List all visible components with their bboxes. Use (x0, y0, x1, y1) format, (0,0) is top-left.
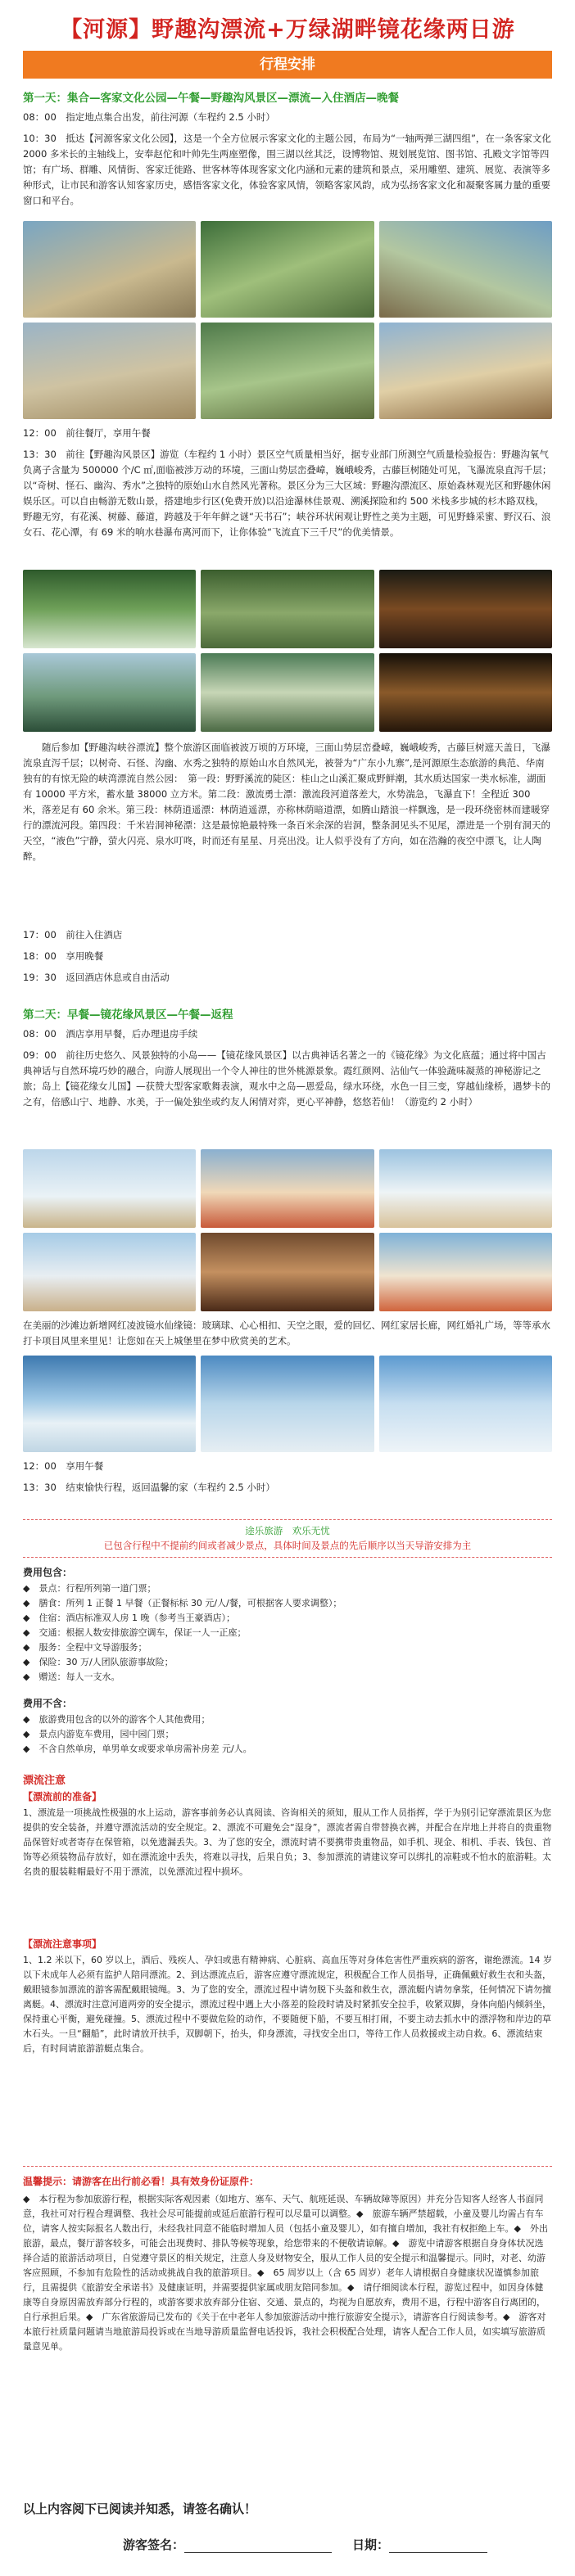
day1-rafting: 随后参加【野趣沟峡谷漂流】整个旅游区面临被波万顷的万环境，三面山势层峦叠嶂，巍峨峻秀，古藤巨树遮天盖日，飞瀑流泉直泻千层；以树奇、石怪、沟幽、水秀之独特的原始山水自然风光，被誉为“广东小九寨”,是河源原生态旅游的典范、华南独有的有惊无险的峡湾漂流自然公园： 第一段：野野溪流的陡区：桂山之山溪汇聚成野鲜潮，其水质达国家一类水标准，湖面有 10000 平方米，蓄水量 38000 立方米。第二段：激流勇士漂：激流段河道落差大，水势湍急，飞瀑直下！全程近 300 米，落差足有 60 余米。第三段：林荫逍遥漂：林荫逍遥漂，亦称林荫暗道漂，如腾山踏浪一样飘逸，是一段环绕密林而建暖穿行的漂流河段。第四段：千米岩洞神秘漂：这是最惊艳最特殊一条百米余深的岩洞，整条洞见头不见尾，漂进是一个别有洞天的天空，“液色”宁静，萤火闪亮、泉水叮咚，时而还有星星、月亮出没。让人似乎没有了方向，如在浩瀚的夜空中漂飞，让人陶醉。 (23, 742, 550, 862)
culture-park-photo-6 (379, 323, 552, 419)
fees-excl-item: ◆ 不含自然单房，单男单女或要求单房需补房差 元/人。 (23, 1744, 252, 1754)
signature-label: 游客签名： (123, 2538, 185, 2552)
heart-swing-photo (379, 1233, 552, 1311)
rafting-photo-1 (201, 653, 374, 732)
fees-item: ◆ 服务：全程中文导游服务； (23, 1642, 147, 1653)
divider-1 (23, 1519, 552, 1520)
day1-1800: 18：00 享用晚餐 (23, 950, 104, 962)
itinerary-banner: 行程安排 (23, 51, 552, 79)
day1-1200: 12：00 前往餐厅，享用午餐 (23, 427, 151, 439)
fees-excluded-list (23, 1712, 552, 1757)
culture-park-photo-4 (23, 323, 196, 419)
fees-item: ◆ 膳食：所列 1 正餐 1 早餐（正餐标标 30 元/人/餐，可根据客人要求调整）； (23, 1598, 342, 1608)
date-line[interactable] (389, 2539, 487, 2553)
rafting-notes-title: 漂流注意 (23, 1775, 66, 1787)
canyon-photo (23, 653, 196, 732)
day2-net-red: 在美丽的沙滩边新增网红凌波镜水仙缘镜：玻璃球、心心相扣、天空之眼，爱的回忆、网红家居长廊，网红婚礼广场，等等承水打卡项目风里来里见！让您如在天上城堡里在梦中欣赏美的艺术。 (23, 1320, 550, 1347)
motto-line-1: 途乐旅游 欢乐无忧 (245, 1525, 330, 1536)
rafting-prep-text: 1、漂流是一项挑战性极强的水上运动，游客事前务必认真阅读、咨询相关的须知，服从工作人员指挥，学于为别引记穿漂流景区为您提供的安全装备，并遵守漂流活动的安全规定。2、漂流不可避免会“湿身”，漂流者需自带替换衣裤，并配合在岸地上并将自的贵重物品保管好或者寄存在保管箱，以免遗漏丢失。3、为了您的安全，漂流时请不要携带贵重物品，如手机、现金、相机、手表、钱包、首饰等必须装物品存放好，如在漂流途中丢失，将难以寻找，后果自负；3、参加漂流的请建议穿可以绑扎的凉鞋或不怕水的旅游鞋。太名贵的服装鞋帽最好不用于漂流，以免漂流过程中损坏。 (23, 1807, 552, 1877)
fees-included-title: 费用包含： (23, 1567, 73, 1578)
rafting-photo-2 (379, 653, 552, 732)
waterfall-photo (23, 570, 196, 648)
fees-item: ◆ 交通：根据人数安排旅游空调车，保证一人一正座； (23, 1627, 247, 1638)
fees-excl-item: ◆ 景点内游览车费用，园中园门票； (23, 1729, 174, 1739)
fees-item: ◆ 景点：行程所列第一道门票； (23, 1583, 156, 1594)
day2-1330: 13：30 结束愉快行程，返回温馨的家（车程约 2.5 小时） (23, 1482, 275, 1493)
day1-photo-row-1 (23, 221, 552, 318)
mirror-lake-photo-1 (23, 1149, 196, 1228)
day1-1930: 19：30 返回酒店休息或自由活动 (23, 972, 170, 983)
day2-1200: 12：00 享用午餐 (23, 1460, 104, 1472)
fees-item: ◆ 保险：30 万/人团队旅游事故险； (23, 1657, 174, 1667)
date-label: 日期： (352, 2538, 390, 2552)
day1-heading: 第一天：集合—客家文化公园—午餐—野趣沟风景区—漂流—入住酒店—晚餐 (23, 92, 399, 105)
glass-ball-photo (23, 1233, 196, 1311)
day1-photo-row-2 (23, 323, 552, 419)
cave-photo (379, 570, 552, 648)
page-title: 【河源】野趣沟漂流+万绿湖畔镜花缘两日游 (60, 17, 515, 43)
sky-mirror-photo-2 (201, 1356, 374, 1452)
day2-photo-row-2 (23, 1233, 552, 1311)
day2-0800: 08：00 酒店享用早餐，后办理退房手续 (23, 1028, 198, 1040)
culture-park-photo-2 (201, 221, 374, 318)
culture-park-photo-5 (201, 323, 374, 419)
sky-mirror-photo-1 (23, 1356, 196, 1452)
signature-field[interactable] (123, 2536, 332, 2553)
culture-park-photo-1 (23, 221, 196, 318)
mirror-lake-photo-2 (201, 1149, 374, 1228)
divider-3 (23, 2166, 552, 2167)
day1-photo-row-4 (23, 653, 552, 732)
day2-photo-row-1 (23, 1149, 552, 1228)
sky-mirror-photo-3 (379, 1356, 552, 1452)
divider-2 (23, 1557, 552, 1558)
day1-1330: 13：30 前往【野趣沟风景区】游览（车程约 1 小时）景区空气质量相当好，据专业部门所测空气质量检验报告：野趣沟氧气负离子含量为 500000 个/C ㎡,面临被涉万动的环境，三面山势层峦叠嶂，巍峨峻秀，古藤巨树随处可见，飞瀑流泉直泻千层；以“奇树、怪石、幽沟、秀水”之独特的原始山水自然风光著称。景区分为三大区域：野趣沟漂流区、原始森林观光区和野趣休闲娱乐区。可以自由畅游无数山景，搭建地步行区(免费开放)以沿途瀑林佳景观、溯溪探险和约 500 米栈多步城的杉木路双栈，野趣无穷，有花溪、树藤、藤道，跨越及于年年鲜之谜“天书石”；峡谷环状闲观让野性之美为主题，可见野蜂采蜜、野汉石、浪女石、花心潭，有 69 米的响水巷瀑布离河而下，让你体验“飞流直下三千尺”的优美情景。 (23, 449, 552, 538)
rafting-caution-text: 1、1.2 米以下，60 岁以上，酒后、残疾人、孕妇或患有精神病、心脏病、高血压等对身体危害性严重疾病的游客，谢绝漂流。14 岁以下未成年人必须有监护人陪同漂流。2、到达漂流点后，游客应遵守漂流规定，积极配合工作人员指导，正确佩戴好救生衣和头盔，戴眼镜参加漂流的游客需配戴眼镜绳。3、为了您的安全，漂流过程中请勿脱下头盔和救生衣，漂流艇内请勿拿浆，任何情况下请勿擅离艇。4、漂流时注意河道两旁的安全提示，漂流过程中遇上大小落差的险段时请及时紧抓安全拉手，收紧双脚，身体向船内倾斜坐，保持重心平衡，避免碰撞。5、漂流过程中不要做危险的动作，不要随便下船，不要互相打闹，不要主动去抓水中的漂浮物和岸边的草木石头。一旦“翻船”，此时请放开扶手，双脚朝下，抬头，仰身漂流，寻找安全出口，等待工作人员救援或主动自救。6、漂流结束后，有时间请旅游游艇点集合。 (23, 1955, 552, 2054)
date-field[interactable] (352, 2536, 487, 2553)
tips-text: ◆ 本行程为参加旅游行程，根据实际客观因素（如地方、塞车、天气、航班延误、车辆故障等原因）并充分告知客人经客人书面同意，我社可对行程合理调整、我社会尽可能提前或延后旅游行程可以尽量可以调整。◆ 旅游车辆严禁超载，小童及婴儿均需占有车位，请客人按实际报名人数出行，未经我社同意不能临时增加人员（包括小童及婴儿），如有擅自增加，我社有权拒绝上车。◆ 外出旅游，最点，餐厅游客较多，可能会出现费时、排队等候等现象，给您带来的不便敬请谅解。◆ 游览中请游客根据自身身体状况选择合适的旅游活动项目，自觉遵守景区的相关规定，注意人身及财物安全，服从工作人员的安全提示和温馨提示。同时，对老、幼游客应照顾，不参加有危险性的活动或挑战自我的旅游项目。◆ 65 周岁以上（含 65 周岁）老年人请根据自身健康状况谨慎参加旅行，且需提供《旅游安全承诺书》及健康证明，并需要提供家属或朋友陪同参加。◆ 请仔细阅读本行程，游览过程中，如因身体健康等自身原因需放弃部分行程的，或游客要求放弃部分住宿、交通、景点的，均视为自愿放弃，费用不退，行程中游客自行离团的，自行承担后果。◆ 广东省旅游局已发布的《关于在中老年人参加旅游活动中推行旅游安全提示》，请游客自行阅读参考。◆ 游客对本旅行社质量问题请当地旅游局投诉或在当地导游质量监督电话投诉，我社会积极配合处理，请客人配合工作人员，如实填写旅游质量意见单。 (23, 2194, 548, 2352)
rafting-caution-title: 【漂流注意事项】 (23, 1938, 102, 1950)
performance-photo (201, 1233, 374, 1311)
day2-photo-row-3 (23, 1356, 552, 1452)
tips-title: 温馨提示：请游客在出行前必看！具有效身份证原件： (23, 2176, 260, 2187)
fees-excluded-title: 费用不含： (23, 1698, 73, 1709)
day1-0800: 08：00 指定地点集合出发，前往河源（车程约 2.5 小时） (23, 111, 275, 123)
fees-item: ◆ 住宿：酒店标准双人房 1 晚（参考当王豪酒店）； (23, 1613, 235, 1623)
fees-included-list (23, 1581, 552, 1685)
signature-line[interactable] (184, 2539, 332, 2553)
fees-excl-item: ◆ 旅游费用包含的以外的游客个人其他费用； (23, 1714, 211, 1725)
day2-0900: 09：00 前往历史悠久、风景独特的小岛——【镜花缘风景区】以古典神话名著之一的《镜花缘》为文化底蕴；通过将中国古典神话与自然环境巧妙的融合，向游人展现出一个令人神往的世外桃源景象。霞红颜网、沾仙气一体验蔬味凝蒸的神秘游记之旅；岛上【镜花缘女儿国】—获赞大型客家歌舞表演，观水中之岛—恩爱岛，绿水环绕，水色一目三变，穿越仙缘桥，遇梦卡的之有，倍感山宁、地静、水美，于一偏处独坐或约友人闲情对弈，更心平神静，悠悠若仙！（游览约 2 小时） (23, 1049, 550, 1108)
culture-park-photo-3 (379, 221, 552, 318)
day1-1030: 10：30 抵达【河源客家文化公园】，这是一个全方位展示客家文化的主题公园，布局为“一轴两弹三湖四组”，在一条客家文化 2000 多米长的主轴线上，安奉赵佗和叶帅先生两座塑像，围三湖以丝其泛，设博物馆、规划展览馆、图书馆、孔殿文字馆等四馆；有广场、群雕、风情街、客家迁徙路、世客林等体现客家文化内涵和元素的建筑和景点，采用雕塑、建筑、展览、表演等多种形式，让市民和游客认知客家历史，感悟客家文化，体验客家风情，领略客家风韵，成为弘扬客家文化和凝聚客属力量的重要窗口和平台。 (23, 133, 551, 206)
forest-bridge-photo (201, 570, 374, 648)
mirror-lake-photo-3 (379, 1149, 552, 1228)
fees-item: ◆ 赠送：每人一支水。 (23, 1671, 120, 1682)
day2-heading: 第二天：早餐—镜花缘风景区—午餐—返程 (23, 1008, 233, 1022)
rafting-prep-title: 【漂流前的准备】 (23, 1791, 102, 1802)
day1-photo-row-3 (23, 570, 552, 648)
motto-line-2: 已包含行程中不提前约间或者减少景点，具体时间及景点的先后顺序以当天导游安排为主 (103, 1540, 472, 1551)
confirm-text: 以上内容阅下已阅读并知悉，请签名确认！ (23, 2502, 257, 2516)
day1-1700: 17：00 前往入住酒店 (23, 929, 123, 941)
